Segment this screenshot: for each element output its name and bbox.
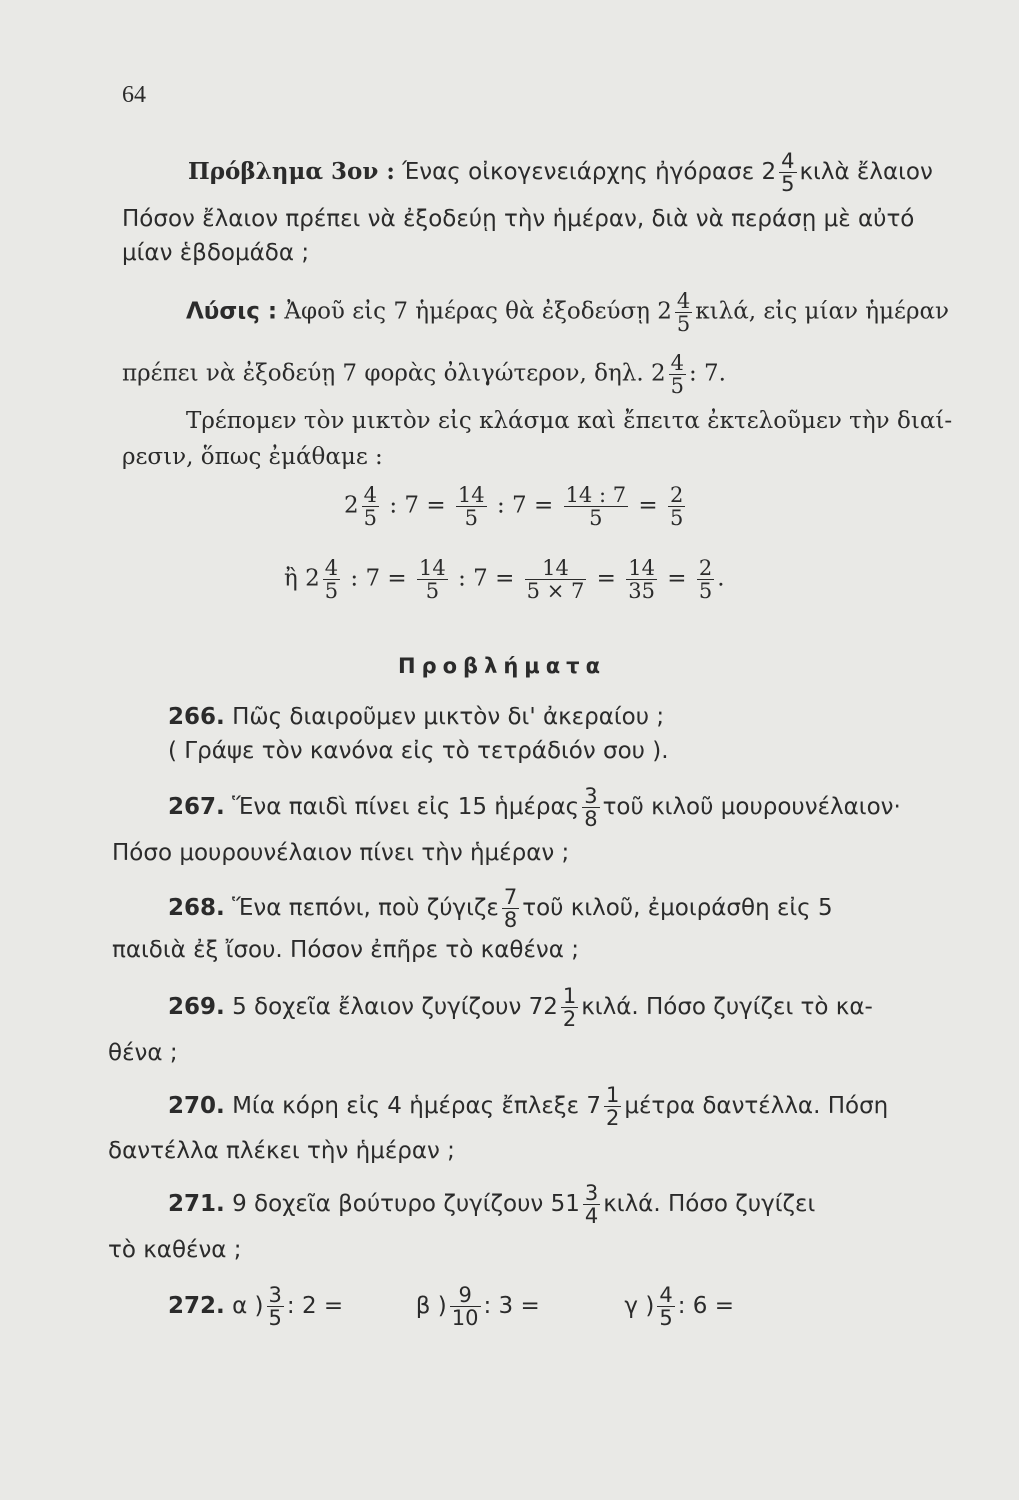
- problem-272-number: 272.: [168, 1293, 225, 1320]
- fraction-denominator: 4: [584, 1204, 599, 1229]
- fraction-denominator: 5: [698, 579, 713, 604]
- fraction-denominator: 5: [417, 579, 448, 602]
- problem-268-line-2: παιδιὰ ἐξ ἴσου. Πόσον ἐπῆρε τὸ καθένα ;: [112, 937, 579, 963]
- problem-269-line-2: θένα ;: [108, 1040, 178, 1066]
- fraction-numerator: 4: [670, 351, 684, 375]
- problem-267-line-2: Πόσο μουρουνέλαιον πίνει τὴν ἡμέραν ;: [112, 840, 570, 866]
- problem-267-line-1: [168, 785, 901, 830]
- eq2-equals: =: [667, 565, 687, 592]
- fraction-denominator: 5: [659, 1306, 673, 1331]
- fraction-denominator: 5 × 7: [526, 579, 585, 604]
- problem-3-line-1: [188, 150, 933, 195]
- problem-270-fraction: [604, 1084, 621, 1129]
- problem-267-text-before: Ἕνα παιδὶ πίνει εἰς 15 ἡμέρας: [232, 794, 580, 821]
- problem-267-number: 267.: [168, 794, 225, 821]
- fraction-denominator: 5: [676, 312, 691, 337]
- problem-3-text-before: Ένας οἰκογενειάρχης ἠγόρασε 2: [402, 159, 777, 186]
- fraction-denominator: 5: [324, 579, 339, 604]
- fraction-denominator: 5: [564, 506, 629, 529]
- problem-271-text-after: κιλά. Πόσο ζυγίζει: [603, 1191, 816, 1218]
- fraction-numerator: 4: [363, 483, 378, 507]
- problem-272-b-fraction: [450, 1284, 481, 1329]
- section-heading: Προβλήματα: [398, 654, 607, 678]
- problem-3-fraction: [779, 150, 796, 195]
- fraction-denominator: 5: [456, 506, 487, 529]
- fraction-numerator: 1: [605, 1083, 620, 1107]
- problem-269-line-1: [168, 985, 873, 1030]
- solution-l2-before: πρέπει νὰ ἐξοδεύῃ 7 φορὰς ὀλιγώτερον, δηλ. 2: [122, 360, 666, 387]
- problem-272-line: [168, 1284, 734, 1329]
- fraction-denominator: 8: [584, 807, 598, 832]
- problem-270-number: 270.: [168, 1093, 225, 1120]
- eq2-period: .: [717, 565, 725, 592]
- eq2-fraction-5: [697, 557, 714, 602]
- fraction-denominator: 5: [669, 506, 684, 531]
- eq2-fraction-3: [525, 557, 587, 602]
- solution-line-1: [186, 290, 949, 335]
- problem-3-label: Πρόβλημα 3ον :: [188, 158, 395, 186]
- equation-2: [284, 557, 725, 602]
- problem-271-text-before: 9 δοχεῖα βούτυρο ζυγίζουν 51: [232, 1191, 580, 1218]
- solution-line-4: ρεσιν, ὅπως ἐμάθαμε :: [122, 444, 383, 470]
- problem-270-text-before: Μία κόρη εἰς 4 ἡμέρας ἔπλεξε 7: [232, 1093, 601, 1120]
- problem-268-fraction: [502, 886, 519, 931]
- eq1-whole: 2: [344, 492, 359, 519]
- fraction-numerator: 14: [419, 556, 446, 580]
- page-number: 64: [122, 82, 146, 108]
- problem-272-c-expression: : 6 =: [677, 1293, 734, 1320]
- problem-3-line-2: Πόσον ἔλαιον πρέπει νὰ ἐξοδεύῃ τὴν ἡμέραν, διὰ νὰ περάσῃ μὲ αὐτό: [122, 206, 915, 232]
- fraction-numerator: 9: [458, 1283, 472, 1307]
- fraction-denominator: 5: [268, 1306, 282, 1331]
- problem-268-text-before: Ἕνα πεπόνι, ποὺ ζύγιζε: [232, 895, 499, 922]
- problem-272-a-fraction: [267, 1284, 284, 1329]
- problem-3-text-after: κιλὰ ἔλαιον: [799, 159, 933, 186]
- problem-271-line-1: [168, 1182, 815, 1227]
- problem-271-fraction: [583, 1182, 600, 1227]
- problem-268-text-after: τοῦ κιλοῦ, ἐμοιράσθη εἰς 5: [522, 895, 833, 922]
- eq1-operator: : 7 =: [389, 492, 446, 519]
- problem-266-line-1: [168, 704, 664, 730]
- eq2-fraction-4: [626, 557, 657, 602]
- problem-272-c-label: γ ): [624, 1293, 655, 1320]
- problem-3-line-3: μίαν ἑβδομάδα ;: [122, 240, 310, 266]
- eq1-fraction-2: [456, 484, 487, 529]
- eq2-operator: : 7 =: [350, 565, 407, 592]
- solution-line-2: [122, 352, 726, 397]
- solution-l2-fraction: [669, 352, 686, 397]
- fraction-numerator: 14: [542, 556, 569, 580]
- problem-266-line-2: ( Γράψε τὸν κανόνα εἰς τὸ τετράδιόν σου ).: [168, 738, 669, 764]
- problem-268-number: 268.: [168, 895, 225, 922]
- problem-268-line-1: [168, 886, 833, 931]
- solution-label: Λύσις :: [186, 298, 278, 325]
- equation-1: [344, 484, 688, 529]
- fraction-numerator: 14: [628, 556, 655, 580]
- fraction-numerator: 3: [584, 1181, 599, 1205]
- eq1-fraction-1: [362, 484, 379, 529]
- eq2-fraction-1: [323, 557, 340, 602]
- problem-270-line-1: [168, 1084, 888, 1129]
- fraction-numerator: 3: [268, 1283, 282, 1307]
- fraction-numerator: 2: [698, 556, 713, 580]
- solution-l1-fraction: [675, 290, 692, 335]
- fraction-denominator: 2: [605, 1106, 620, 1131]
- fraction-numerator: 14: [457, 483, 485, 507]
- problem-266-number: 266.: [168, 704, 225, 730]
- problem-266-text: Πῶς διαιροῦμεν μικτὸν δι' ἀκεραίου ;: [232, 704, 665, 730]
- problem-272-b-expression: : 3 =: [483, 1293, 540, 1320]
- problem-272-c-fraction: [657, 1284, 674, 1329]
- fraction-numerator: 7: [503, 885, 518, 909]
- fraction-numerator: 4: [676, 289, 691, 313]
- eq2-prefix: ἢ 2: [284, 565, 320, 592]
- problem-271-line-2: τὸ καθένα ;: [108, 1237, 242, 1263]
- solution-l1-before: Ἀφοῦ εἰς 7 ἡμέρας θὰ ἐξοδεύσῃ 2: [284, 298, 672, 325]
- eq1-operator: : 7 =: [496, 492, 554, 519]
- eq2-equals: =: [596, 565, 616, 592]
- eq1-fraction-4: [668, 484, 685, 529]
- fraction-denominator: 8: [503, 908, 518, 933]
- problem-270-line-2: δαντέλλα πλέκει τὴν ἡμέραν ;: [108, 1138, 455, 1164]
- solution-line-3: Τρέπομεν τὸν μικτὸν εἰς κλάσμα καὶ ἔπειτα ἐκτελοῦμεν τὴν διαί-: [186, 408, 953, 434]
- problem-272-a-label: α ): [232, 1293, 264, 1320]
- fraction-numerator: 1: [562, 984, 577, 1008]
- problem-272-b-label: β ): [415, 1293, 447, 1320]
- fraction-numerator: 2: [669, 483, 684, 507]
- problem-269-number: 269.: [168, 994, 225, 1021]
- solution-l1-after: κιλά, εἰς μίαν ἡμέραν: [695, 298, 949, 325]
- fraction-denominator: 10: [451, 1306, 479, 1331]
- problem-269-text-after: κιλά. Πόσο ζυγίζει τὸ κα-: [581, 994, 873, 1021]
- fraction-denominator: 35: [628, 579, 655, 604]
- fraction-denominator: 5: [363, 506, 378, 531]
- fraction-numerator: 14 : 7: [565, 483, 627, 507]
- problem-271-number: 271.: [168, 1191, 225, 1218]
- eq2-operator: : 7 =: [458, 565, 515, 592]
- eq1-equals: =: [638, 492, 658, 519]
- fraction-denominator: 5: [670, 374, 684, 399]
- eq2-fraction-2: [417, 557, 448, 602]
- solution-l2-after: : 7.: [688, 360, 726, 387]
- fraction-denominator: 5: [781, 172, 795, 197]
- problem-269-text-before: 5 δοχεῖα ἔλαιον ζυγίζουν 72: [232, 994, 558, 1021]
- problem-269-fraction: [561, 985, 578, 1030]
- fraction-numerator: 4: [659, 1283, 673, 1307]
- problem-267-text-after: τοῦ κιλοῦ μουρουνέλαιον·: [602, 794, 901, 821]
- fraction-numerator: 3: [584, 784, 598, 808]
- eq1-fraction-3: [564, 484, 629, 529]
- fraction-denominator: 2: [562, 1007, 577, 1032]
- fraction-numerator: 4: [324, 556, 339, 580]
- problem-272-a-expression: : 2 =: [286, 1293, 344, 1320]
- problem-267-fraction: [582, 785, 599, 830]
- fraction-numerator: 4: [781, 149, 795, 173]
- problem-270-text-after: μέτρα δαντέλλα. Πόση: [624, 1093, 889, 1120]
